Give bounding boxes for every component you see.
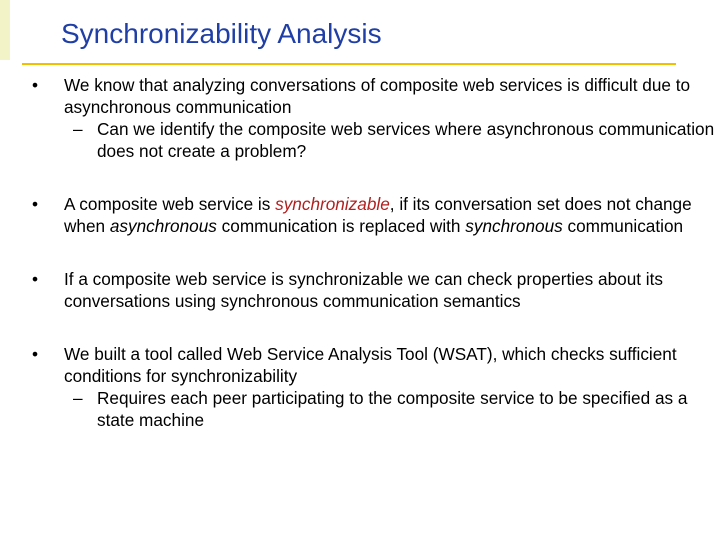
bullet-4-text: We built a tool called Web Service Analysis Tool (WSAT), which checks sufficient conditions for synchronizability [64,344,677,386]
bullet-3 [0,268,720,312]
bullet-marker: • [32,75,39,95]
bullet-marker: • [32,344,39,364]
bullet-4 [0,343,720,431]
bullet-2-text-start: A composite web service is [64,194,276,214]
slide-content [0,74,720,431]
bullet-3-text: If a composite web service is synchronizable we can check properties about its conversations using synchronous communication semantics [64,269,663,311]
bullet-4-sub [64,387,720,431]
bullet-2-text-end: communication [562,216,684,236]
bullet-2-text [64,193,720,237]
bullet-2-text-middle-2: communication is replaced with [216,216,466,236]
synchronous-term: synchronous [465,216,563,236]
bullet-2 [0,193,720,237]
bullet-1 [0,74,720,162]
slide-title: Synchronizability Analysis [61,18,382,49]
sub-bullet-marker: – [73,388,83,408]
accent-bar [0,0,10,60]
asynchronous-term: asynchronous [109,216,217,236]
bullet-1-text: We know that analyzing conversations of composite web services is difficult due to asynchronous communication [64,75,691,117]
title-underline [22,63,676,65]
bullet-marker: • [32,269,39,289]
bullet-4-sub-text: Requires each peer participating to the composite service to be specified as a state machine [97,388,688,430]
bullet-1-sub [64,118,720,162]
bullet-1-sub-text: Can we identify the composite web services where asynchronous communication does not create a problem? [97,119,715,161]
sub-bullet-marker: – [73,119,83,139]
bullet-2-text-middle: , if its conversation set does not change when [64,194,692,236]
synchronizable-term: synchronizable [275,194,390,214]
bullet-marker: • [32,194,39,214]
